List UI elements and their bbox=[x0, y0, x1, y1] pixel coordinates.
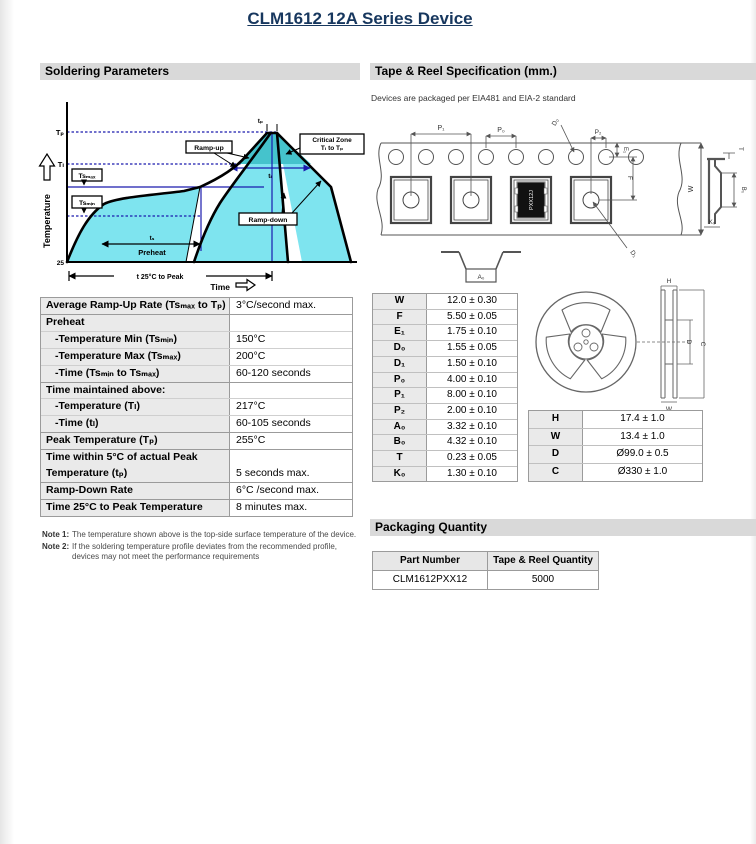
dim-name: D₁ bbox=[373, 357, 427, 372]
param-label: Time maintained above: bbox=[41, 383, 230, 399]
svg-text:Tsₘₐₓ: Tsₘₐₓ bbox=[78, 173, 96, 180]
d0-label: D₀ bbox=[550, 117, 561, 128]
param-label: Temperature (tₚ) bbox=[41, 466, 230, 482]
param-label: -Time (Tsₘᵢₙ to Tsₘₐₓ) bbox=[41, 366, 230, 382]
param-label: Ramp-Down Rate bbox=[41, 483, 230, 499]
param-value bbox=[230, 315, 352, 331]
dim-name: W bbox=[529, 429, 583, 446]
packaging-quantity-table bbox=[372, 551, 599, 590]
tape-dimension-labels bbox=[437, 117, 695, 260]
dim-value: 1.30 ± 0.10 bbox=[447, 467, 497, 479]
packaging-col-header: Part Number bbox=[373, 552, 488, 570]
section-header-packaging: Packaging Quantity bbox=[370, 519, 756, 536]
dim-value: 4.00 ± 0.10 bbox=[447, 373, 497, 385]
y-axis-label: Temperature bbox=[42, 194, 52, 248]
reel-drawing bbox=[525, 270, 756, 414]
section-header-soldering: Soldering Parameters bbox=[40, 63, 360, 80]
svg-text:Critical Zone: Critical Zone bbox=[312, 137, 352, 144]
tsmax-callout bbox=[72, 169, 102, 185]
dim-value: 0.23 ± 0.05 bbox=[447, 452, 497, 464]
x-axis-label: Time bbox=[210, 282, 230, 292]
temperature-axis-arrow-icon bbox=[40, 154, 55, 180]
note-2: Note 2: If the soldering temperature profile deviates from the recommended profile, devices may not meet the performance requirements bbox=[42, 542, 338, 561]
reel-quantity: 5000 bbox=[531, 574, 555, 585]
reel-side-view bbox=[661, 286, 704, 402]
tape-left-break bbox=[377, 143, 382, 235]
dim-name: D₀ bbox=[373, 341, 427, 356]
note-1: Note 1: The temperature shown above is the top-side surface temperature of the device. bbox=[42, 530, 357, 539]
sprocket-holes bbox=[389, 150, 644, 165]
svg-text:Tₗ to Tₚ: Tₗ to Tₚ bbox=[320, 145, 344, 152]
dim-value: 3.32 ± 0.10 bbox=[447, 420, 497, 432]
param-value: 60-105 seconds bbox=[230, 416, 352, 432]
param-label: Time within 5°C of actual Peak bbox=[41, 450, 230, 466]
packaging-row bbox=[373, 571, 598, 589]
param-value: 3°C/second max. bbox=[230, 298, 352, 314]
dim-name: E₁ bbox=[373, 325, 427, 340]
tl-tick-label: Tₗ bbox=[57, 160, 64, 169]
w-label: W bbox=[688, 185, 695, 193]
dim-value: 5.50 ± 0.05 bbox=[447, 310, 497, 322]
tape-right-break bbox=[677, 143, 682, 235]
k0-label: K₀ bbox=[708, 220, 716, 226]
time-axis-arrow-icon bbox=[236, 280, 255, 291]
svg-text:Ramp-down: Ramp-down bbox=[248, 217, 288, 224]
soldering-parameters-table bbox=[40, 297, 353, 517]
svg-text:Tsₘᵢₙ: Tsₘᵢₙ bbox=[79, 200, 95, 207]
dim-value: 1.75 ± 0.10 bbox=[447, 326, 497, 338]
critical-zone-callout bbox=[286, 134, 364, 154]
p2-label: P₂ bbox=[594, 129, 602, 136]
dim-value: 4.32 ± 0.10 bbox=[447, 436, 497, 448]
t25-to-peak-span bbox=[69, 271, 272, 281]
dim-name: P₂ bbox=[373, 404, 427, 419]
dim-name: P₀ bbox=[373, 373, 427, 388]
svg-text:Ramp-up: Ramp-up bbox=[194, 145, 224, 152]
component-in-pocket bbox=[515, 182, 547, 218]
param-value: 255°C bbox=[230, 433, 352, 449]
pockets bbox=[391, 177, 611, 223]
dim-name: H bbox=[529, 411, 583, 428]
p1-label: P₁ bbox=[437, 125, 445, 132]
component-marking: PXX12J bbox=[529, 190, 535, 210]
tape-side-section bbox=[704, 153, 737, 227]
dim-name: B₀ bbox=[373, 435, 427, 450]
e1-label: E₁ bbox=[622, 146, 628, 154]
param-value bbox=[230, 450, 352, 466]
reel-d-label: D bbox=[685, 339, 692, 345]
param-value: 150°C bbox=[230, 332, 352, 348]
dim-value: 12.0 ± 0.30 bbox=[447, 295, 497, 306]
param-label: -Temperature Min (Tsₘᵢₙ) bbox=[41, 332, 230, 348]
dim-name: T bbox=[373, 451, 427, 466]
dim-name: K₀ bbox=[373, 467, 427, 482]
param-label: Time 25°C to Peak Temperature bbox=[41, 500, 230, 516]
part-number: CLM1612PXX12 bbox=[373, 571, 488, 589]
reflow-profile-chart bbox=[34, 88, 366, 294]
carrier-tape-drawing bbox=[371, 112, 756, 290]
dim-value: 1.50 ± 0.10 bbox=[447, 357, 497, 369]
dim-name: C bbox=[529, 464, 583, 481]
t25-tick-label: 25 bbox=[56, 260, 64, 267]
reel-front-view bbox=[536, 292, 636, 392]
dim-name: W bbox=[373, 294, 427, 309]
t25-to-peak-label: t 25°C to Peak bbox=[136, 274, 184, 281]
soldering-notes bbox=[42, 530, 362, 564]
dim-value: Ø99.0 ± 0.5 bbox=[616, 448, 669, 460]
section-header-tape-reel: Tape & Reel Specification (mm.) bbox=[370, 63, 756, 80]
param-label: Preheat bbox=[41, 315, 230, 331]
param-value: 5 seconds max. bbox=[230, 466, 352, 482]
param-label: -Temperature Max (Tsₘₐₓ) bbox=[41, 349, 230, 365]
param-label: -Time (tₗ) bbox=[41, 416, 230, 432]
param-value: 200°C bbox=[230, 349, 352, 365]
dim-value: 17.4 ± 1.0 bbox=[620, 413, 665, 424]
preheat-label: Preheat bbox=[138, 248, 166, 257]
param-value: 217°C bbox=[230, 399, 352, 415]
param-value: 60-120 seconds bbox=[230, 366, 352, 382]
dim-name: P₁ bbox=[373, 388, 427, 403]
param-value bbox=[230, 383, 352, 399]
param-value: 6°C /second max. bbox=[230, 483, 352, 499]
dim-name: F bbox=[373, 310, 427, 325]
param-label: -Temperature (Tₗ) bbox=[41, 399, 230, 415]
f-label: F bbox=[626, 176, 633, 180]
param-label: Peak Temperature (Tₚ) bbox=[41, 433, 230, 449]
p0-label: P₀ bbox=[497, 127, 505, 134]
tape-reel-subtitle: Devices are packaged per EIA481 and EIA-2 standard bbox=[371, 93, 576, 103]
tape-dimensions-table bbox=[372, 293, 518, 482]
page-left-shadow bbox=[0, 0, 14, 844]
a0-label: A₀ bbox=[477, 274, 485, 281]
reel-c-label: C bbox=[699, 341, 706, 347]
d1-label: D₁ bbox=[628, 249, 639, 259]
dim-value: Ø330 ± 1.0 bbox=[617, 466, 668, 478]
reel-dimensions-table bbox=[528, 410, 703, 482]
tp-tick-label: Tₚ bbox=[55, 128, 64, 137]
dim-value: 2.00 ± 0.10 bbox=[447, 404, 497, 416]
dim-name: D bbox=[529, 446, 583, 463]
dim-value: 8.00 ± 0.10 bbox=[447, 389, 497, 401]
t-label: T bbox=[737, 147, 743, 151]
param-label: Average Ramp-Up Rate (Tsₘₐₓ to Tₚ) bbox=[41, 298, 230, 314]
page-title: CLM1612 12A Series Device bbox=[247, 9, 473, 28]
param-value: 8 minutes max. bbox=[230, 500, 352, 516]
b0-label: B₀ bbox=[740, 186, 746, 194]
dim-value: 1.55 ± 0.05 bbox=[447, 342, 497, 354]
reel-h-label: H bbox=[666, 278, 672, 285]
dim-name: A₀ bbox=[373, 420, 427, 435]
tl-time-label: tₗ bbox=[268, 173, 272, 180]
packaging-col-header: Tape & Reel Quantity bbox=[493, 555, 593, 566]
dim-value: 13.4 ± 1.0 bbox=[620, 430, 665, 442]
ts-time-label: tₛ bbox=[149, 235, 155, 242]
tp-time-label: tₚ bbox=[257, 118, 263, 125]
